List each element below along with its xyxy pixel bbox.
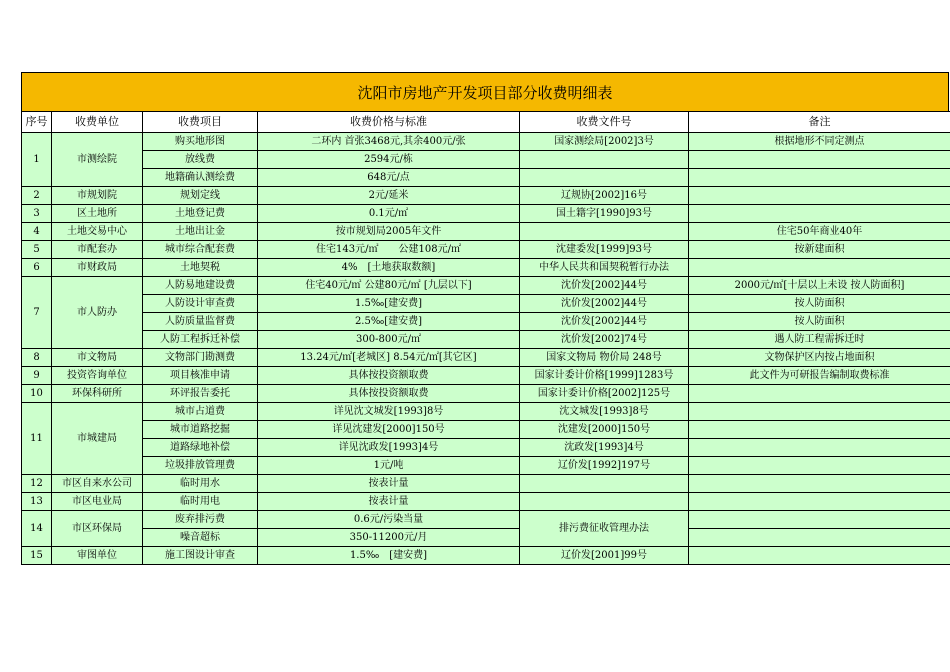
cell-doc bbox=[520, 475, 689, 493]
cell-price: 300-800元/㎡ bbox=[258, 331, 520, 349]
table-row bbox=[22, 151, 950, 169]
cell-unit: 审图单位 bbox=[52, 547, 143, 565]
cell-note bbox=[689, 529, 950, 547]
table-row bbox=[22, 241, 950, 259]
cell-item: 土地契税 bbox=[143, 259, 258, 277]
table-row bbox=[22, 133, 950, 151]
cell-item: 规划定线 bbox=[143, 187, 258, 205]
cell-price: 13.24元/㎡[老城区] 8.54元/㎡[其它区] bbox=[258, 349, 520, 367]
cell-unit: 市测绘院 bbox=[52, 133, 143, 187]
cell-no: 14 bbox=[22, 511, 52, 547]
cell-note bbox=[689, 439, 950, 457]
table-row bbox=[22, 277, 950, 295]
cell-no: 7 bbox=[22, 277, 52, 349]
cell-unit: 市财政局 bbox=[52, 259, 143, 277]
cell-no: 5 bbox=[22, 241, 52, 259]
cell-unit: 市区电业局 bbox=[52, 493, 143, 511]
cell-price: 详见沈建发[2000]150号 bbox=[258, 421, 520, 439]
cell-price: 1.5‰ [建安费] bbox=[258, 547, 520, 565]
cell-note bbox=[689, 385, 950, 403]
table-row bbox=[22, 403, 950, 421]
cell-doc bbox=[520, 223, 689, 241]
cell-doc: 国家计委计价格[2002]125号 bbox=[520, 385, 689, 403]
cell-unit: 土地交易中心 bbox=[52, 223, 143, 241]
header-unit: 收费单位 bbox=[52, 112, 143, 133]
cell-note: 遇人防工程需拆迁时 bbox=[689, 331, 950, 349]
cell-item: 文物部门勘测费 bbox=[143, 349, 258, 367]
cell-item: 人防质量监督费 bbox=[143, 313, 258, 331]
cell-item: 人防设计审查费 bbox=[143, 295, 258, 313]
cell-item: 环评报告委托 bbox=[143, 385, 258, 403]
cell-note: 文物保护区内按占地面积 bbox=[689, 349, 950, 367]
cell-note: 按人防面积 bbox=[689, 313, 950, 331]
cell-item: 废弃排污费 bbox=[143, 511, 258, 529]
cell-no: 6 bbox=[22, 259, 52, 277]
cell-item: 人防工程拆迁补偿 bbox=[143, 331, 258, 349]
cell-item: 城市占道费 bbox=[143, 403, 258, 421]
cell-note bbox=[689, 259, 950, 277]
cell-no: 3 bbox=[22, 205, 52, 223]
header-row bbox=[22, 112, 950, 133]
header-item: 收费项目 bbox=[143, 112, 258, 133]
cell-doc: 中华人民共和国契税暂行办法 bbox=[520, 259, 689, 277]
cell-doc: 沈价发[2002]44号 bbox=[520, 313, 689, 331]
cell-price: 350-11200元/月 bbox=[258, 529, 520, 547]
table-row bbox=[22, 439, 950, 457]
cell-price: 具体按投资额取费 bbox=[258, 367, 520, 385]
table-row bbox=[22, 547, 950, 565]
cell-no: 15 bbox=[22, 547, 52, 565]
cell-price: 二环内 首张3468元,其余400元/张 bbox=[258, 133, 520, 151]
cell-unit: 市规划院 bbox=[52, 187, 143, 205]
table-row bbox=[22, 223, 950, 241]
cell-price: 1元/吨 bbox=[258, 457, 520, 475]
cell-item: 购买地形图 bbox=[143, 133, 258, 151]
cell-note bbox=[689, 151, 950, 169]
cell-doc: 沈政发[1993]4号 bbox=[520, 439, 689, 457]
cell-no: 13 bbox=[22, 493, 52, 511]
cell-no: 2 bbox=[22, 187, 52, 205]
cell-note bbox=[689, 187, 950, 205]
cell-price: 2594元/栋 bbox=[258, 151, 520, 169]
cell-item: 人防易地建设费 bbox=[143, 277, 258, 295]
table-row bbox=[22, 259, 950, 277]
header-no: 序号 bbox=[22, 112, 52, 133]
cell-note bbox=[689, 457, 950, 475]
cell-price: 2.5‰[建安费] bbox=[258, 313, 520, 331]
cell-item: 垃圾排放管理费 bbox=[143, 457, 258, 475]
cell-unit: 市配套办 bbox=[52, 241, 143, 259]
cell-note: 住宅50年商业40年 bbox=[689, 223, 950, 241]
cell-doc: 沈文城发[1993]8号 bbox=[520, 403, 689, 421]
cell-no: 9 bbox=[22, 367, 52, 385]
cell-doc: 沈价发[2002]44号 bbox=[520, 295, 689, 313]
cell-item: 临时用水 bbox=[143, 475, 258, 493]
cell-item: 噪音超标 bbox=[143, 529, 258, 547]
table-row bbox=[22, 313, 950, 331]
cell-note bbox=[689, 547, 950, 565]
cell-note: 按新建面积 bbox=[689, 241, 950, 259]
cell-doc: 辽价发[2001]99号 bbox=[520, 547, 689, 565]
cell-note bbox=[689, 493, 950, 511]
cell-item: 城市综合配套费 bbox=[143, 241, 258, 259]
cell-item: 土地登记费 bbox=[143, 205, 258, 223]
cell-unit: 市区自来水公司 bbox=[52, 475, 143, 493]
cell-note bbox=[689, 511, 950, 529]
cell-doc: 国家文物局 物价局 248号 bbox=[520, 349, 689, 367]
cell-price: 4% [土地获取数额] bbox=[258, 259, 520, 277]
sheet-title: 沈阳市房地产开发项目部分收费明细表 bbox=[21, 72, 949, 111]
cell-doc bbox=[520, 169, 689, 187]
cell-price: 2元/延米 bbox=[258, 187, 520, 205]
cell-price: 住宅143元/㎡ 公建108元/㎡ bbox=[258, 241, 520, 259]
cell-unit: 市区环保局 bbox=[52, 511, 143, 547]
cell-item: 道路绿地补偿 bbox=[143, 439, 258, 457]
cell-note bbox=[689, 169, 950, 187]
fee-table bbox=[21, 111, 950, 565]
cell-item: 地籍确认测绘费 bbox=[143, 169, 258, 187]
cell-doc: 沈价发[2002]44号 bbox=[520, 277, 689, 295]
cell-doc: 沈建发[2000]150号 bbox=[520, 421, 689, 439]
table-row bbox=[22, 295, 950, 313]
table-row bbox=[22, 205, 950, 223]
cell-note: 根据地形不同定测点 bbox=[689, 133, 950, 151]
cell-doc: 沈价发[2002]74号 bbox=[520, 331, 689, 349]
cell-no: 10 bbox=[22, 385, 52, 403]
table-row bbox=[22, 385, 950, 403]
table-row bbox=[22, 475, 950, 493]
cell-price: 648元/点 bbox=[258, 169, 520, 187]
cell-doc: 沈建委发[1999]93号 bbox=[520, 241, 689, 259]
cell-doc: 辽规协[2002]16号 bbox=[520, 187, 689, 205]
cell-note: 2000元/㎡[十层以上未设 按人防面积] bbox=[689, 277, 950, 295]
cell-item: 项目核准申请 bbox=[143, 367, 258, 385]
cell-note bbox=[689, 403, 950, 421]
cell-doc: 国土籍字[1990]93号 bbox=[520, 205, 689, 223]
cell-price: 0.1元/㎡ bbox=[258, 205, 520, 223]
header-note: 备注 bbox=[689, 112, 950, 133]
cell-price: 详见沈文城发[1993]8号 bbox=[258, 403, 520, 421]
table-row bbox=[22, 493, 950, 511]
cell-note: 按人防面积 bbox=[689, 295, 950, 313]
cell-unit: 区土地所 bbox=[52, 205, 143, 223]
cell-note bbox=[689, 205, 950, 223]
cell-unit: 市人防办 bbox=[52, 277, 143, 349]
cell-price: 按表计量 bbox=[258, 493, 520, 511]
cell-no: 12 bbox=[22, 475, 52, 493]
cell-price: 具体按投资额取费 bbox=[258, 385, 520, 403]
cell-note: 此文件为可研报告编制取费标准 bbox=[689, 367, 950, 385]
cell-no: 1 bbox=[22, 133, 52, 187]
table-row bbox=[22, 421, 950, 439]
cell-item: 施工图设计审查 bbox=[143, 547, 258, 565]
header-price: 收费价格与标准 bbox=[258, 112, 520, 133]
cell-unit: 市城建局 bbox=[52, 403, 143, 475]
table-row bbox=[22, 187, 950, 205]
cell-item: 放线费 bbox=[143, 151, 258, 169]
table-row bbox=[22, 511, 950, 529]
cell-unit: 环保科研所 bbox=[52, 385, 143, 403]
fee-sheet bbox=[21, 72, 949, 565]
cell-price: 按表计量 bbox=[258, 475, 520, 493]
cell-note bbox=[689, 475, 950, 493]
table-row bbox=[22, 367, 950, 385]
cell-no: 11 bbox=[22, 403, 52, 475]
cell-price: 1.5‰[建安费] bbox=[258, 295, 520, 313]
cell-unit: 市文物局 bbox=[52, 349, 143, 367]
cell-no: 8 bbox=[22, 349, 52, 367]
cell-price: 详见沈政发[1993]4号 bbox=[258, 439, 520, 457]
cell-price: 按市规划局2005年文件 bbox=[258, 223, 520, 241]
cell-note bbox=[689, 421, 950, 439]
cell-doc: 国家计委计价格[1999]1283号 bbox=[520, 367, 689, 385]
table-row bbox=[22, 349, 950, 367]
cell-price: 住宅40元/㎡ 公建80元/㎡ [九层以下] bbox=[258, 277, 520, 295]
cell-doc bbox=[520, 493, 689, 511]
cell-price: 0.6元/污染当量 bbox=[258, 511, 520, 529]
cell-no: 4 bbox=[22, 223, 52, 241]
table-row bbox=[22, 457, 950, 475]
cell-doc: 国家测绘局[2002]3号 bbox=[520, 133, 689, 151]
cell-doc: 辽价发[1992]197号 bbox=[520, 457, 689, 475]
cell-item: 土地出让金 bbox=[143, 223, 258, 241]
table-row bbox=[22, 331, 950, 349]
cell-item: 临时用电 bbox=[143, 493, 258, 511]
header-doc: 收费文件号 bbox=[520, 112, 689, 133]
table-row bbox=[22, 169, 950, 187]
cell-unit: 投资咨询单位 bbox=[52, 367, 143, 385]
table-row bbox=[22, 529, 950, 547]
cell-doc bbox=[520, 151, 689, 169]
cell-doc: 排污费征收管理办法 bbox=[520, 511, 689, 547]
cell-item: 城市道路挖掘 bbox=[143, 421, 258, 439]
